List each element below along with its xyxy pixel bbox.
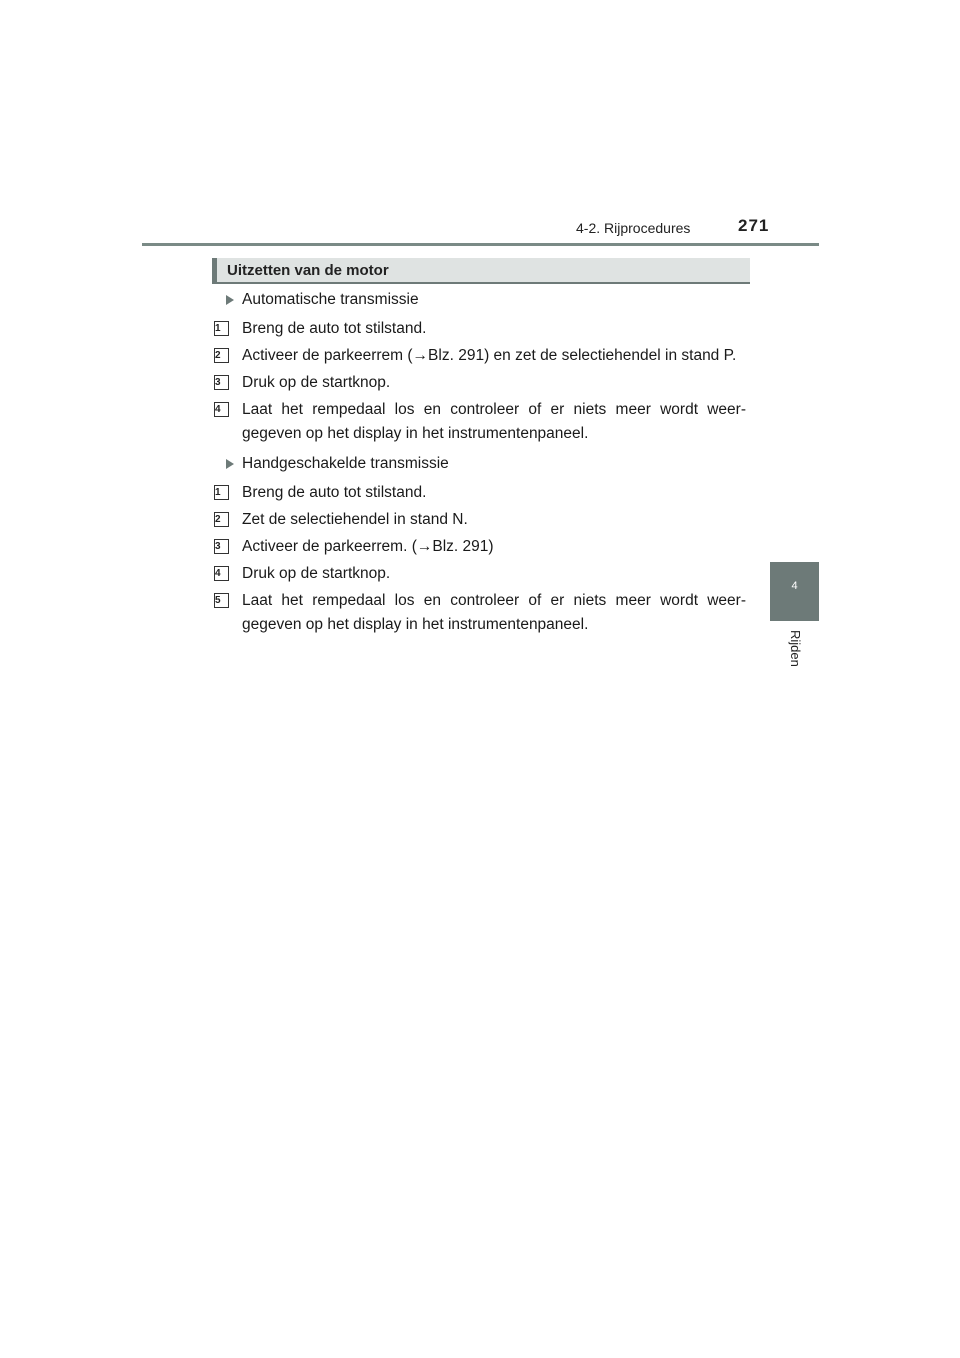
automatic-heading-text: Automatische transmissie bbox=[242, 291, 419, 308]
manual-step bbox=[214, 535, 746, 559]
step-text: Activeer de parkeerrem (→Blz. 291) en zet de selectiehendel in stand P. bbox=[242, 347, 737, 364]
page-number: 271 bbox=[738, 216, 770, 235]
step-number-badge: 1 bbox=[214, 485, 229, 500]
header-rule bbox=[142, 243, 819, 246]
step-number-badge: 2 bbox=[214, 512, 229, 527]
section-title: Uitzetten van de motor bbox=[227, 262, 389, 279]
manual-step bbox=[214, 589, 746, 637]
manual-transmission-heading bbox=[214, 454, 746, 474]
step-text: Druk op de startknop. bbox=[242, 565, 391, 582]
step-text: Laat het rempedaal los en controleer of er niets meer wordt weer-gegeven op het display in het instrumentenpaneel. bbox=[242, 401, 746, 442]
manual-step bbox=[214, 562, 746, 586]
running-header-section: 4-2. Rijprocedures bbox=[576, 220, 691, 236]
automatic-step bbox=[214, 344, 746, 368]
step-text: Breng de auto tot stilstand. bbox=[242, 320, 427, 337]
step-text: Zet de selectiehendel in stand N. bbox=[242, 511, 468, 528]
step-text: Breng de auto tot stilstand. bbox=[242, 484, 427, 501]
section-heading-bar bbox=[212, 258, 750, 284]
manual-step bbox=[214, 481, 746, 505]
chapter-label: Rijden bbox=[788, 630, 803, 667]
automatic-step bbox=[214, 371, 746, 395]
step-text: Laat het rempedaal los en controleer of er niets meer wordt weer-gegeven op het display in het instrumentenpaneel. bbox=[242, 592, 746, 633]
page-content bbox=[214, 290, 746, 640]
automatic-step bbox=[214, 317, 746, 341]
manual-step bbox=[214, 508, 746, 532]
step-number-badge: 1 bbox=[214, 321, 229, 336]
step-number-badge: 2 bbox=[214, 348, 229, 363]
step-number-badge: 4 bbox=[214, 566, 229, 581]
chapter-tab: 4 bbox=[770, 562, 819, 621]
triangle-arrow-icon bbox=[226, 295, 234, 305]
step-number-badge: 3 bbox=[214, 375, 229, 390]
automatic-transmission-heading bbox=[214, 290, 746, 310]
step-number-badge: 3 bbox=[214, 539, 229, 554]
step-number-badge: 5 bbox=[214, 593, 229, 608]
automatic-step bbox=[214, 398, 746, 446]
manual-heading-text: Handgeschakelde transmissie bbox=[242, 455, 449, 472]
step-text: Activeer de parkeerrem. (→Blz. 291) bbox=[242, 538, 494, 555]
step-text: Druk op de startknop. bbox=[242, 374, 391, 391]
triangle-arrow-icon bbox=[226, 459, 234, 469]
step-number-badge: 4 bbox=[214, 402, 229, 417]
